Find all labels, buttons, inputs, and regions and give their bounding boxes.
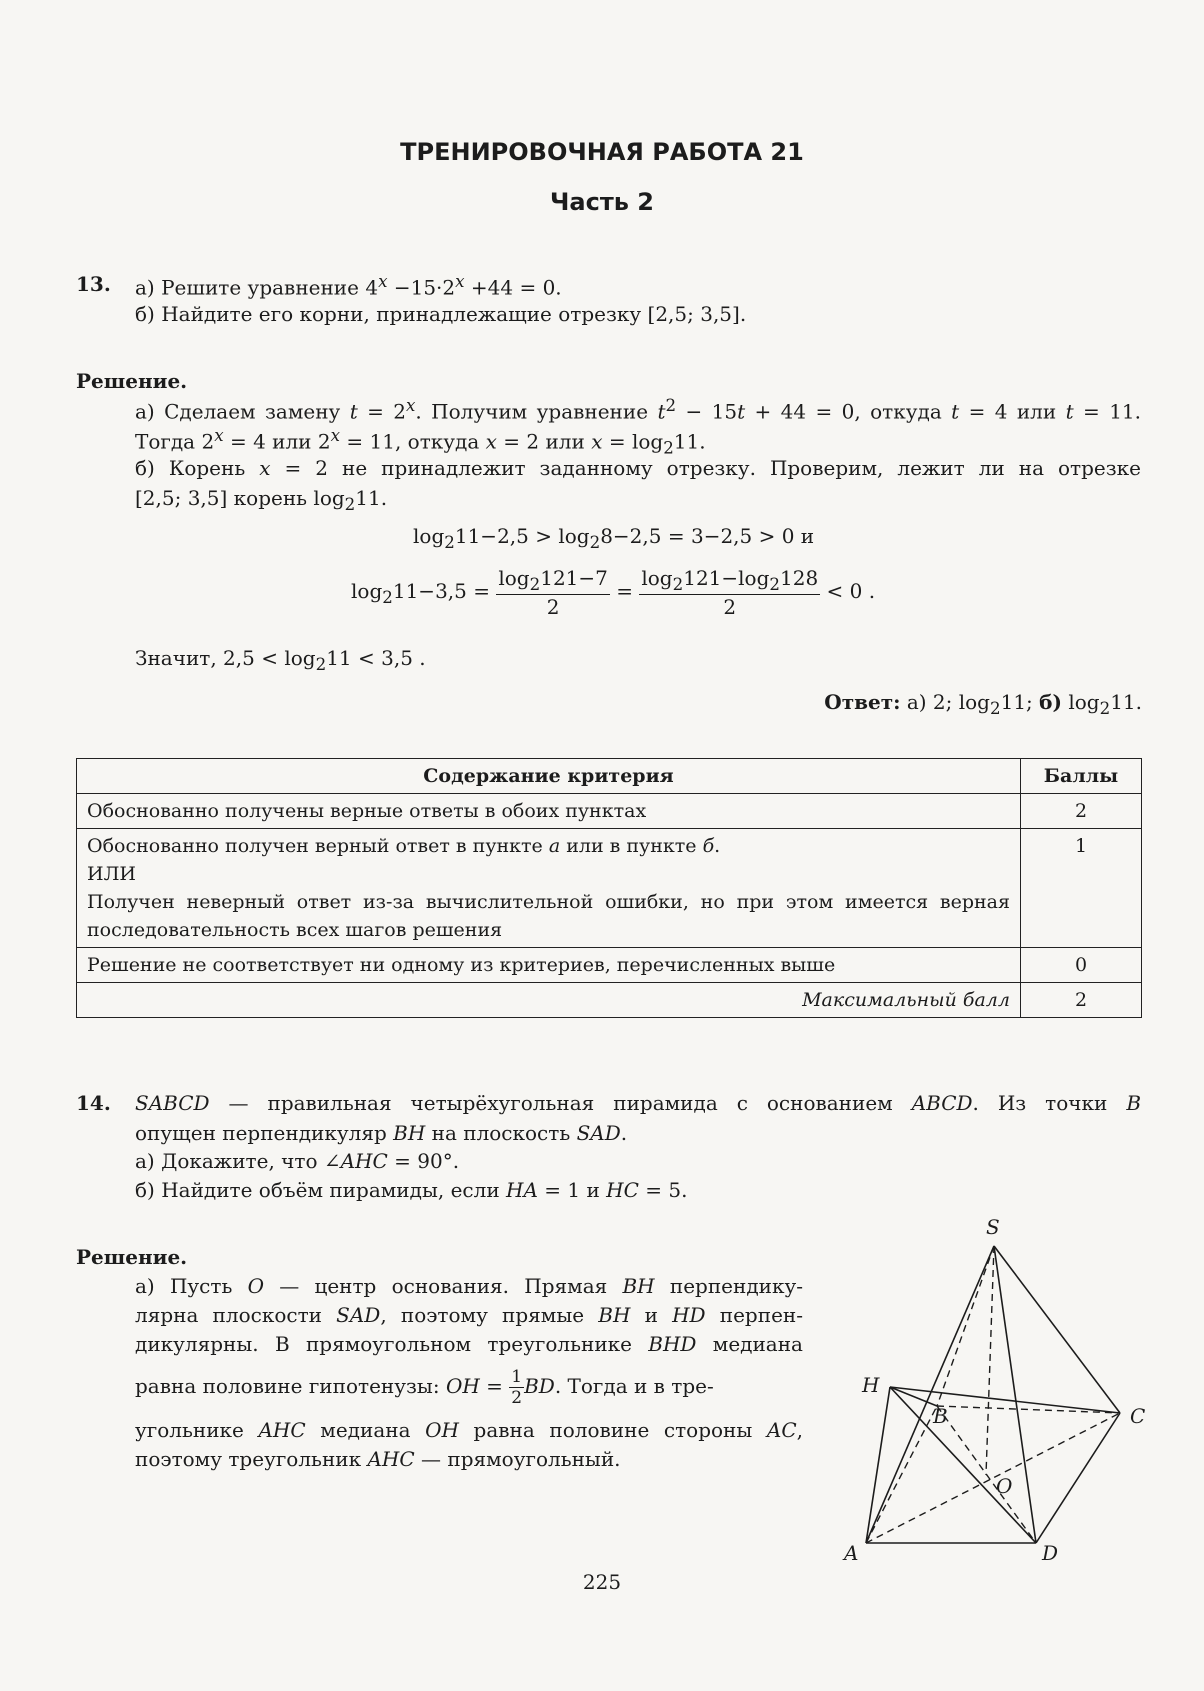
edge-SD — [994, 1246, 1036, 1543]
table-row — [77, 948, 1142, 983]
solution-line: лярна плоскости SAD, поэтому прямые BH и HD перпен- — [135, 1303, 803, 1327]
solution-line: а) Пусть O — центр основания. Прямая BH перпендику- — [135, 1274, 803, 1298]
max-score-label: Максимальный балл — [77, 983, 1021, 1018]
problem-number: 13. — [76, 272, 111, 296]
pyramid-figure — [840, 1210, 1160, 1570]
label-D: D — [1042, 1541, 1059, 1565]
criterion-points: 0 — [1021, 948, 1142, 983]
task-statement: опущен перпендикуляр BH на плоскость SAD. — [135, 1121, 628, 1145]
solution-heading: Решение. — [76, 369, 188, 393]
label-O: O — [996, 1474, 1013, 1498]
table-row — [77, 794, 1142, 829]
problem-number: 14. — [76, 1091, 111, 1115]
criterion-text: Обоснованно получен верный ответ в пункте а или в пункте б. ИЛИ Получен неверный ответ из-за вычислительной ошибки, но при этом имеется верная последовательность всех шагов решения — [77, 829, 1021, 948]
label-H: H — [862, 1373, 880, 1397]
label-B: B — [933, 1404, 948, 1428]
formula-2: $\log_211-3,5$ = $\frac{\log_2121-7}{2}$ = $\frac{\log_2121-\log_2128}{2}$ < 0 . — [351, 566, 876, 619]
solution-heading: Решение. — [76, 1245, 188, 1269]
height-SO — [986, 1246, 994, 1475]
table-row — [77, 983, 1142, 1018]
label-A: A — [844, 1541, 859, 1565]
max-score-value: 2 — [1021, 983, 1142, 1018]
edge-DC — [1036, 1413, 1120, 1543]
formula-1: $\log_211-2,5 > \log_28-2,5 = 3-2,5 > 0$ и — [413, 524, 815, 552]
solution-line: равна половине гипотенузы: OH = $\frac{1}{2}$ BD. Тогда и в тре- — [135, 1367, 714, 1408]
solution-line: угольнике AHC медиана OH равна половине стороны AC, — [135, 1418, 803, 1442]
task-statement: SABCD — правильная четырёхугольная пирамида с основанием ABCD. Из точки B — [135, 1091, 1142, 1115]
criterion-points: 1 — [1021, 829, 1142, 948]
task-b: б) Найдите объём пирамиды, если HA = 1 и HC = 5. — [135, 1178, 688, 1202]
table-row — [77, 829, 1142, 948]
section-title: Часть 2 — [550, 188, 654, 216]
solution-line: а) Сделаем замену $t = 2^x$. Получим уравнение $t^2 - 15t + 44 = 0$, откуда t = 4 или t = 11. — [135, 396, 1142, 424]
criteria-table — [76, 758, 1142, 1018]
criterion-points: 2 — [1021, 794, 1142, 829]
edge-SB — [937, 1246, 994, 1406]
solution-conclusion: Значит, $2,5 < \log_211 < 3,5$ . — [135, 646, 426, 674]
label-C: C — [1130, 1404, 1146, 1428]
column-header: Содержание критерия — [77, 759, 1021, 794]
edge-SA — [866, 1246, 994, 1543]
task-a: а) Решите уравнение $4^x -15\cdot 2^x +44 = 0$. — [135, 272, 562, 300]
table-header — [77, 759, 1142, 794]
solution-line: Тогда $2^x = 4$ или $2^x = 11$, откуда x = 2 или $x = \log_211$. — [135, 426, 706, 458]
solution-line: дикулярны. В прямоугольном треугольнике BHD медиана — [135, 1332, 803, 1356]
solution-line: [2,5; 3,5] корень $\log_211$. — [135, 486, 388, 514]
page-number: 225 — [582, 1570, 622, 1594]
criterion-text: Обоснованно получены верные ответы в обоих пунктах — [77, 794, 1021, 829]
task-a: а) Докажите, что ∠AHC = 90°. — [135, 1149, 460, 1173]
solution-line: б) Корень x = 2 не принадлежит заданному отрезку. Проверим, лежит ли на отрезке — [135, 456, 1141, 480]
label-S: S — [986, 1215, 1000, 1239]
edge-SC — [994, 1246, 1120, 1413]
diagonal-AC — [866, 1413, 1120, 1543]
solution-line: поэтому треугольник AHC — прямоугольный. — [135, 1447, 621, 1471]
task-b: б) Найдите его корни, принадлежащие отрезку [2,5; 3,5]. — [135, 302, 747, 326]
column-header: Баллы — [1021, 759, 1142, 794]
answer-line: Ответ: а) 2; $\log_211$; б) $\log_211$. — [824, 690, 1142, 718]
page-title: ТРЕНИРОВОЧНАЯ РАБОТА 21 — [400, 138, 804, 166]
criterion-text: Решение не соответствует ни одному из критериев, перечисленных выше — [77, 948, 1021, 983]
